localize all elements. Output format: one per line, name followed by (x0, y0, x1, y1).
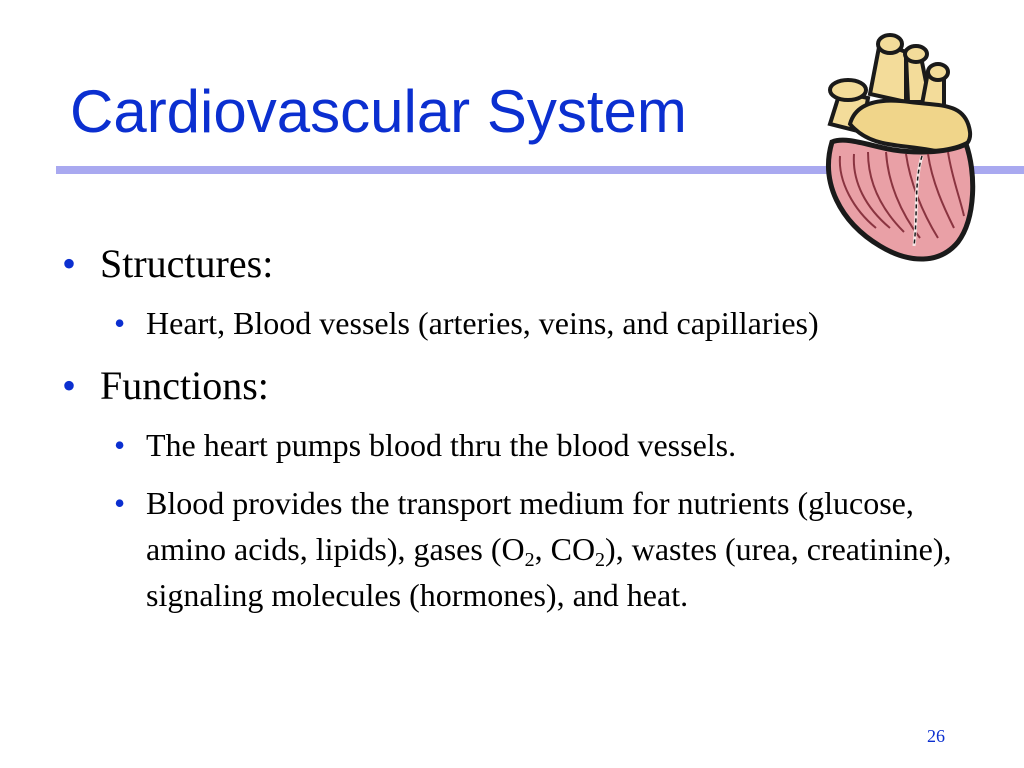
text-part: ), wastes (urea, creatinine), signaling molecules (hormones), and heat. (146, 531, 952, 613)
bullet-structures (62, 240, 274, 288)
bullet-dot: • (114, 427, 126, 463)
bullet-text (146, 485, 952, 613)
sub-bullet-blood-transport (114, 480, 996, 618)
text-part: , CO (534, 531, 596, 567)
text-part: Blood provides the transport medium for nutrients (glucose, amino acids, lipids), gases (O (146, 485, 914, 567)
slide-title: Cardiovascular System (70, 78, 687, 145)
bullet-text: The heart pumps blood thru the blood vessels. (146, 427, 737, 463)
bullet-functions (62, 362, 269, 410)
bullet-dot: • (62, 241, 77, 286)
bullet-text: Functions: (100, 363, 269, 408)
sub-bullet-heart-pumps (114, 422, 996, 468)
page-number: 26 (927, 726, 945, 746)
subscript: 2 (524, 549, 535, 571)
bullet-text: Structures: (100, 241, 274, 286)
bullet-text: Heart, Blood vessels (arteries, veins, and capillaries) (146, 305, 819, 341)
subscript: 2 (595, 549, 606, 571)
sub-bullet-heart-vessels (114, 300, 996, 346)
bullet-dot: • (62, 363, 77, 408)
bullet-dot: • (114, 305, 126, 341)
bullet-dot: • (114, 485, 126, 521)
heart-illustration (810, 32, 980, 268)
